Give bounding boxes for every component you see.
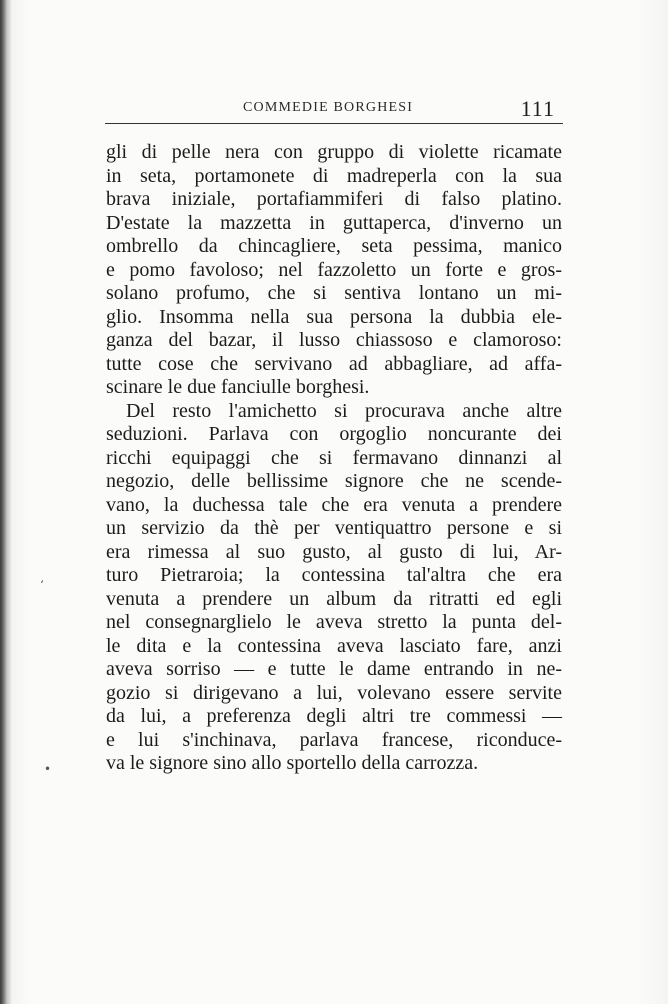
text-line: era rimessa al suo gusto, al gusto di lui, Ar- [106,540,562,563]
text-line: nel consegnarglielo le aveva stretto la punta del- [106,611,562,633]
text-line: ombrello da chincagliere, seta pessima, manico [106,235,562,257]
text-line: solano profumo, che si sentiva lontano un mi- [106,282,562,304]
page-header [105,96,563,122]
body-text [106,141,562,776]
text-line: turo Pietraroia; la contessina tal'altra che era [106,564,562,586]
margin-mark: • [44,762,52,776]
text-line: ricchi equipaggi che si fermavano dinnanzi al [106,446,562,469]
page-number: 111 [520,96,555,121]
running-title: COMMEDIE BORGHESI [243,100,414,115]
text-line: glio. Insomma nella sua persona la dubbia ele- [106,305,562,328]
text-line: aveva sorriso — e tutte le dame entrando in ne- [106,658,562,680]
text-line: gli di pelle nera con gruppo di violette ricamate [106,141,562,163]
page-binding-edge [0,0,12,1004]
text-line: le dita e la contessina aveva lasciato fare, anzi [106,634,562,657]
margin-mark: ‘ [40,578,44,592]
text-line: un servizio da thè per ventiquattro persone e si [106,517,562,539]
text-line: brava iniziale, portafiammiferi di falso platino. [106,188,562,210]
text-line: seduzioni. Parlava con orgoglio noncurante dei [106,423,562,445]
text-line: e pomo favoloso; nel fazzoletto un forte e gros- [106,258,562,281]
text-line: D'estate la mazzetta in guttaperca, d'inverno un [106,211,562,234]
text-line: negozio, delle bellissime signore che ne scende- [106,470,562,492]
text-line: gozio si dirigevano a lui, volevano essere servite [106,681,562,704]
text-line: in seta, portamonete di madreperla con la sua [106,164,562,187]
text-line: da lui, a preferenza degli altri tre commessi — [106,705,562,727]
text-line: ganza del bazar, il lusso chiassoso e clamoroso: [106,329,562,351]
text-line: Del resto l'amichetto si procurava anche altre [126,399,562,422]
header-rule [105,123,563,124]
text-line: va le signore sino allo sportello della carrozza. [106,752,479,774]
text-line: tutte cose che servivano ad abbagliare, ad affa- [106,352,562,375]
text-line: venuta a prendere un album da ritratti ed egli [106,587,562,610]
text-line: scinare le due fanciulle borghesi. [106,376,370,398]
text-line: vano, la duchessa tale che era venuta a prendere [106,493,562,516]
text-line: e lui s'inchinava, parlava francese, riconduce- [106,728,562,751]
